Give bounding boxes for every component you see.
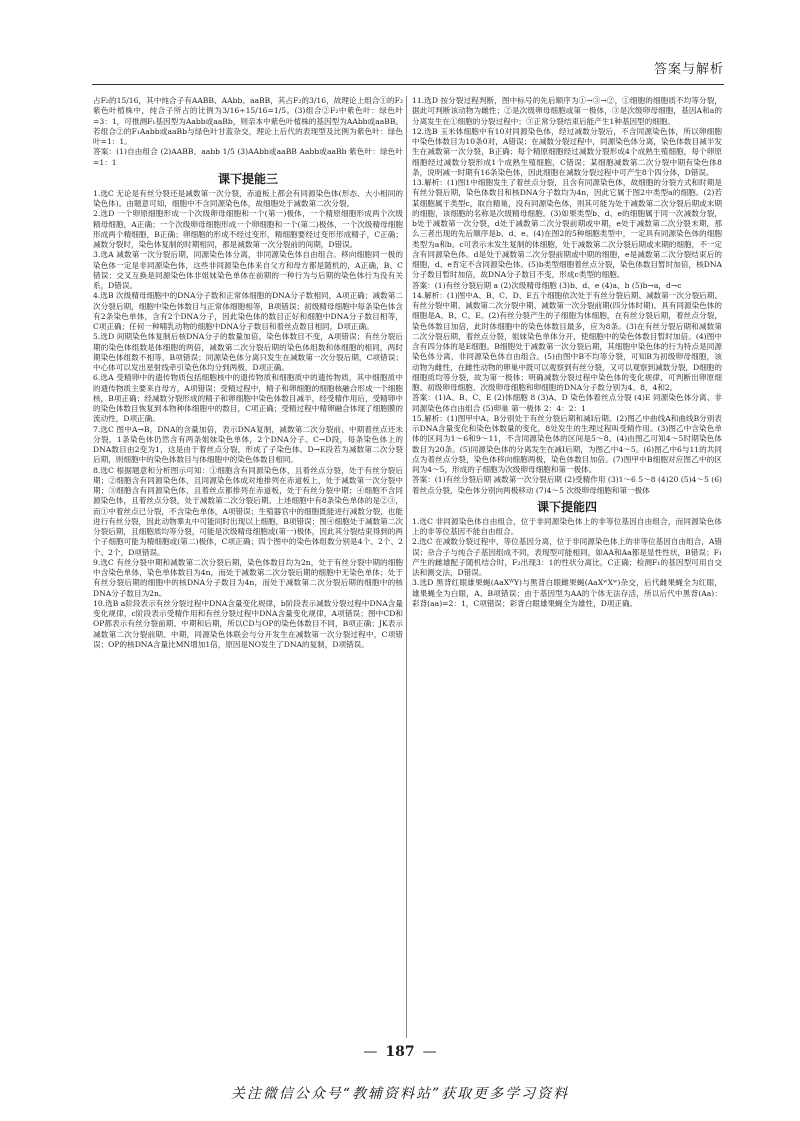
answer-item: 3.选D 黑背红眼雄果蝇(AaXᵂY)与黑背白眼雌果蝇(AaXʷXʷ)杂交，后代雌果蝇全为红眼，雄果蝇全为白眼，A、B项错误；由于基因型为AA的个体无法存活，所以后代中黑背(Aa)：彩背(aa)=2：1，C项错误；彩背白眼雄果蝇全为雄性，D项正确。 — [412, 578, 722, 608]
answer-item: 11.选D 按分裂过程判断，图中标号的先后顺序为①→③→②，①细胞的细胞质不均等分裂，据此可判断该动物为雌性；②是次级卵母细胞或第一极体，③是次级卵母细胞，基因A和a的分离发生在①细胞的分裂过程中；③正常分裂结束后能产生1种基因型的细胞。 — [412, 96, 722, 126]
answer-item: 14.解析：(1)图中A、B、C、D、E五个细胞依次处于有丝分裂后期、减数第一次分裂后期、有丝分裂中期、减数第二次分裂中期、减数第一次分裂前期(四分体时期)。具有同源染色体的细胞是A、B、C、E。(2)有丝分裂产生的子细胞为体细胞，在有丝分裂后期，着丝点分裂，染色体数目加倍，此时体细胞中的染色体数目最多，应为8条。(3)在有丝分裂后期和减数第二次分裂后期，着丝点分裂，姐妹染色单体分开，使细胞中的染色体数目暂时加倍。(4)图中含有四分体的是E细胞。B细胞处于减数第一次分裂后期，其细胞中染色体的行为特点是同源染色体分离，非同源染色体自由组合。(5)由图中B不均等分裂，可知B为初级卵母细胞，该动物为雌性，在雌性动物的卵巢中既可以观察到有丝分裂，又可以观察到减数分裂，D细胞的细胞质均等分裂，故为第一极体；明确减数分裂过程中染色体的变化规律，可判断出卵原细胞、初级卵母细胞、次级卵母细胞和卵细胞的DNA分子数分别为4、8、4和2。 — [412, 290, 722, 392]
footer-note: 关注微信公众号“教辅资料站”获取更多学习资料 — [230, 1086, 570, 1102]
page-number-value: 187 — [385, 1044, 415, 1060]
answer-item: 2.选C 在减数分裂过程中，等位基因分离，位于非同源染色体上的非等位基因自由组合，A错误；杂合子与纯合子基因组成不同，表现型可能相同，如AA和Aa都是显性性状，B错误；F₁产生的雌雄配子随机结合时，F₂出现3：1的性状分离比，C正确；检测F₁的基因型可用自交法和测交法，D错误。 — [412, 537, 722, 577]
left-column — [93, 96, 403, 1038]
answer-item: 9.选C 有丝分裂中期和减数第二次分裂后期，染色体数目均为2n，处于有丝分裂中期的细胞中含染色单体，染色单体数目为4n，而处于减数第二次分裂后期的细胞中无染色单体；处于有丝分裂后期的细胞中的核DNA分子数目为4n，而处于减数第二次分裂后期的细胞中的核DNA分子数目为2n。 — [93, 557, 403, 598]
header-title: 答案与解析 — [653, 62, 724, 77]
page-number — [0, 1044, 800, 1060]
answer-item: 6.选A 受精卵中的遗传物质包括细胞核中的遗传物质和细胞质中的遗传物质，其中细胞质中的遗传物质主要来自母方，A项错误；受精过程中，精子和卵细胞的细胞核融合形成一个细胞核，B项正确；经减数分裂形成的精子和卵细胞中染色体数目减半，经受精作用后，受精卵中的染色体数目恢复到本物种体细胞中的数目，C项正确；受精过程中精卵融合体现了细胞膜的流动性，D项正确。 — [93, 373, 403, 424]
answer-item: 4.选B 次级精母细胞中的DNA分子数和正常体细胞的DNA分子数相同，A项正确；减数第二次分裂后期，细胞中染色体数目与正常体细胞相等，B项错误；初级精母细胞中每条染色体含有2条染色单体，含有2个DNA分子，因此染色体的数目正好和细胞中DNA分子数目相等，C项正确；任何一种哺乳动物的细胞中DNA分子数目和着丝点数目相同，D项正确。 — [93, 291, 403, 331]
answer-item: 2.选D 一个卵原细胞形成一个次级卵母细胞和一个(第一)极体，一个精原细胞形成两个次级精母细胞，A正确；一个次级卵母细胞形成一个卵细胞和一个(第二)极体，一个次级精母细胞形成两个精细胞，B正确；卵细胞的形成不经过变形，精细胞要经过变形形成精子，C正确；减数分裂时，染色体复制的时期相同，都是减数第一次分裂前的间期，D错误。 — [93, 209, 403, 249]
answer-item: 15.解析：(1)图甲中A、B分别处于有丝分裂后期和减Ⅰ后期。(2)图乙中曲线A和曲线B分别表示DNA含量变化和染色体数量的变化，8处发生的生理过程叫受精作用。(3)图乙中含染色单体的区间为1～6和9～11，不含同源染色体的区间是5～8。(4)由图乙可知4～5时期染色体数目为20条。(5)同源染色体的分离发生在减Ⅰ后期，为图乙中4～5。(6)图乙中6与11的共同点为着丝点分裂，染色体移向细胞两极，染色体数目加倍。(7)图甲中B细胞对应图乙中的区间为4～5，形成的子细胞为次级卵母细胞和第一极体。 — [412, 413, 722, 474]
answer-item: 7.选C 图中A→B，DNA的含量加倍，表示DNA复制，减数第二次分裂前、中期着丝点还未分裂，1条染色体仍然含有两条姐妹染色单体，2个DNA分子。C→D段，每条染色体上的DNA数目由2变为1，这是由于着丝点分裂，形成了子染色体。D→E段若为减数第二次分裂后期，则细胞中的染色体数目与体细胞中的染色体数目相同。 — [93, 424, 403, 465]
answer-line: 答案：(1)A、B、C、E (2)体细胞 8 (3)A、D 染色体着丝点分裂 (4)E 同源染色体分离、非同源染色体自由组合 (5)卵巢 第一极体 2：4：2：1 — [412, 393, 722, 413]
answer-item: 1.选C 非同源染色体自由组合，位于非同源染色体上的非等位基因自由组合，而同源染色体上的非等位基因不能自由组合。 — [412, 516, 722, 536]
column-divider — [406, 96, 407, 1038]
answer-item: 3.选A 减数第一次分裂后期，同源染色体分离，非同源染色体自由组合。移向细胞同一极的染色体一定是非同源染色体，这些非同源染色体来自父方和母方都是随机的，A正确，B、C错误；交叉互换是同源染色体非姐妹染色单体在前期的一种行为与后期的染色体行为没有关系，D错误。 — [93, 250, 403, 290]
intro-answer: 答案：(1)自由组合 (2)AABB、aabb 1/5 (3)AAbb或aaBB Aabb或aaBb 紫色叶：绿色叶=1：1 — [93, 147, 403, 167]
answer-line: 答案：(1)有丝分裂后期 减数第一次分裂后期 (2)受精作用 (3)1～6 5～8 (4)20 (5)4～5 (6)着丝点分裂，染色体分别向两极移动 (7)4～5 次级卵母细胞和第一极体 — [412, 475, 722, 495]
answer-line: 答案：(1)有丝分裂后期 a (2)次级精母细胞 (3)b、d、e (4)a、b (5)b→a，d→c — [412, 280, 682, 290]
answer-item: 1.选C 无论是有丝分裂还是减数第一次分裂，赤道板上都会有同源染色体(形态、大小相同的染色体)。由题意可知，细胞中不含同源染色体，故细胞处于减数第二次分裂。 — [93, 188, 403, 208]
header-rule — [92, 84, 724, 85]
answer-item: 10.选B a阶段表示有丝分裂过程中DNA含量变化规律，b阶段表示减数分裂过程中DNA含量变化规律，c阶段表示受精作用和有丝分裂过程中DNA含量变化规律，A项错误；图中CD和OP都表示有丝分裂前期、中期和后期，所以CD与OP的染色体数目不同，B项正确；JK表示减数第二次分裂前期、中期，同源染色体联会与分开发生在减数第一次分裂过程中，C项错误；OP的核DNA含量比MN增加1倍，原因是NO发生了DNA的复制，D项错误。 — [93, 598, 403, 649]
right-column — [412, 96, 722, 1038]
intro-paragraph: 占F₂的15/16，其中纯合子有AABB、AAbb、aaBB，其占F₂的3/16，故理论上组合①的F₂紫色叶植株中，纯合子所占的比例为3/16÷15/16=1/5。(3)组合②F₂中紫色叶：绿色叶=3：1，可推测F₁基因型为Aabb或aaBb，则亲本中紫色叶植株的基因型为AAbb或aaBB。若组合②的F₁Aabb或aaBb与绿色叶甘蓝杂交，理论上后代的表现型及比例为紫色叶：绿色叶=1：1。 — [93, 96, 403, 146]
page-number-dash-left: — — [363, 1044, 378, 1060]
page-number-dash-right: — — [422, 1044, 437, 1060]
section-title-three: 课下提能三 — [217, 171, 278, 186]
answer-item: 12.选B 玉米体细胞中有10对同源染色体，经过减数分裂后，不含同源染色体，所以卵细胞中染色体数目为10条0对，A错误；在减数分裂过程中，同源染色体分离，染色体数目减半发生在减数第一次分裂，B正确；每个精原细胞经过减数分裂形成4个成熟生殖细胞，每个卵原细胞经过减数分裂形成1个成熟生殖细胞，C错误；某细胞减数第二次分裂中期有染色体8条，说明减一时期有16条染色体，因此细胞在减数分裂过程中可产生8个四分体，D错误。 — [412, 126, 722, 177]
answer-item: 8.选C 根据题意和分析图示可知：①细胞含有同源染色体，且着丝点分裂，处于有丝分裂后期；②细胞含有同源染色体，且同源染色体成对地排列在赤道板上，处于减数第一次分裂中期；③细胞含有同源染色体，且着丝点都排列在赤道板，处于有丝分裂中期；④细胞不含同源染色体，且着丝点分裂，处于减数第二次分裂后期。上述细胞中有8条染色单体的是②③，而①中着丝点已分裂，不含染色单体，A项错误；生殖器官中的细胞既能进行减数分裂，也能进行有丝分裂，因此动物睾丸中可能同时出现以上细胞，B项错误；图④细胞处于减数第二次分裂后期，且细胞质均等分裂，可能是次级精母细胞或(第一)极体，因此其分裂结束得到的两个子细胞可能为精细胞或(第二)极体，C项正确；四个图中的染色体组数分别是4个、2个、2个、2个，D项错误。 — [93, 465, 403, 557]
section-title-four: 课下提能四 — [536, 499, 597, 514]
answer-item: 13.解析：(1)图1中细胞发生了着丝点分裂，且含有同源染色体，故细胞的分裂方式和时期是有丝分裂后期，染色体数目和核DNA分子数均为4n，因此它属于图2中类型a的细胞。(2)若某细胞属于类型c，取自精巢，没有同源染色体，则其可能为处于减数第二次分裂后期或末期的细胞，该细胞的名称是次级精母细胞。(3)如果类型b、d、e的细胞属于同一次减数分裂，b处于减数第一次分裂，d处于减数第二次分裂前期或中期，e处于减数第二次分裂末期，那么三者出现的先后顺序是b、d、e。(4)在图2的5种细胞类型中，一定具有同源染色体的细胞类型为a和b。c可表示未发生复制的体细胞，处于减数第二次分裂后期或末期的细胞，不一定含有同源染色体。d是处于减数第二次分裂前期或中期的细胞，e是减数第二次分裂结束后的细胞，d、e肯定不含同源染色体。(5)b类型细胞着丝点分裂，染色体数目暂时加倍，核DNA分子数目暂时加倍，故DNA分子数目不变，形成c类型的细胞。 — [412, 178, 722, 280]
answer-item: 5.选D 间期染色体复制后核DNA分子的数量加倍，染色体数目不变，A项错误；有丝分裂后期的染色体组数是体细胞的两倍，减数第二次分裂后期的染色体组数和体细胞的相同，两时期染色体组数不相等，B项错误；同源染色体分离只发生在减数第一次分裂后期，C项错误；中心体可以发出星射线牵引染色体均分到两极，D项正确。 — [93, 332, 403, 372]
